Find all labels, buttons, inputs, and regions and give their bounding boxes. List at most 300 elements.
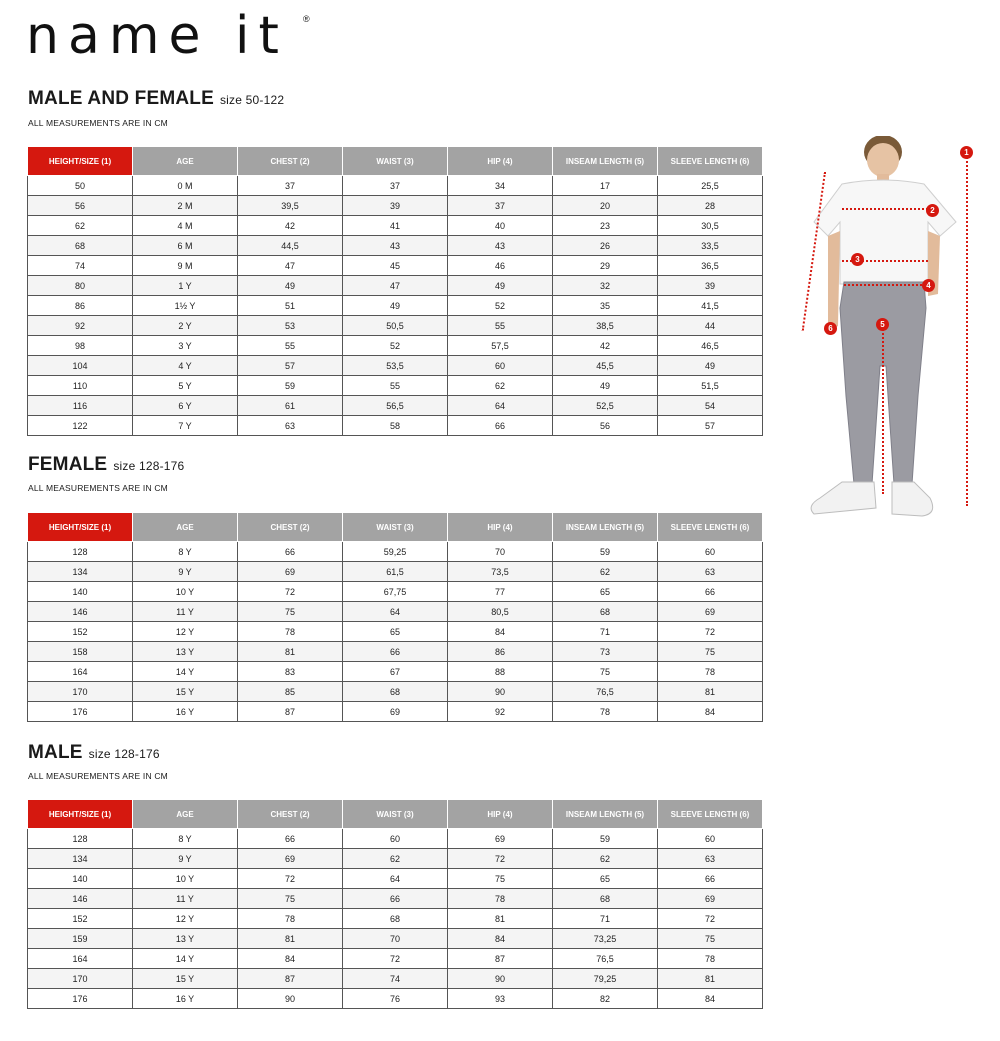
table-cell: 7 Y: [133, 416, 238, 436]
table-row: [28, 889, 763, 909]
table-cell: 56: [553, 416, 658, 436]
table-cell: 104: [28, 356, 133, 376]
table-cell: 110: [28, 376, 133, 396]
table-cell: 33,5: [658, 236, 763, 256]
table-cell: 75: [238, 889, 343, 909]
table-cell: 64: [448, 396, 553, 416]
table-row: [28, 702, 763, 722]
table-cell: 16 Y: [133, 702, 238, 722]
table-cell: 67,75: [343, 582, 448, 602]
table-cell: 68: [553, 602, 658, 622]
table-cell: 76,5: [553, 949, 658, 969]
table-cell: 69: [658, 602, 763, 622]
table-header-row: [28, 513, 763, 542]
table-cell: 146: [28, 889, 133, 909]
table-cell: 1 Y: [133, 276, 238, 296]
table-cell: 72: [238, 582, 343, 602]
table-cell: 176: [28, 702, 133, 722]
table-cell: 2 M: [133, 196, 238, 216]
table-row: [28, 869, 763, 889]
table-row: [28, 829, 763, 849]
table-cell: 116: [28, 396, 133, 416]
table-cell: 57,5: [448, 336, 553, 356]
table-cell: 140: [28, 582, 133, 602]
table-cell: 78: [553, 702, 658, 722]
section-heading: MALE AND FEMALE: [28, 88, 214, 109]
table-cell: 29: [553, 256, 658, 276]
table-cell: 152: [28, 622, 133, 642]
table-cell: 90: [448, 682, 553, 702]
table-cell: 28: [658, 196, 763, 216]
table-cell: 72: [238, 869, 343, 889]
table-cell: 41: [343, 216, 448, 236]
table-cell: 10 Y: [133, 582, 238, 602]
table-cell: 35: [553, 296, 658, 316]
table-cell: 60: [658, 829, 763, 849]
table-cell: 57: [658, 416, 763, 436]
table-row: [28, 336, 763, 356]
table-cell: 68: [28, 236, 133, 256]
table-cell: 152: [28, 909, 133, 929]
column-header: HIP (4): [448, 800, 553, 829]
measurement-note: ALL MEASUREMENTS ARE IN CM: [28, 771, 168, 781]
table-cell: 12 Y: [133, 622, 238, 642]
table-cell: 50: [28, 176, 133, 196]
table-cell: 53: [238, 316, 343, 336]
table-cell: 25,5: [658, 176, 763, 196]
marker-hip: 4: [922, 279, 935, 292]
table-cell: 36,5: [658, 256, 763, 276]
table-cell: 50,5: [343, 316, 448, 336]
table-cell: 37: [448, 196, 553, 216]
column-header: INSEAM LENGTH (5): [553, 147, 658, 176]
table-cell: 46,5: [658, 336, 763, 356]
table-cell: 128: [28, 542, 133, 562]
table-cell: 26: [553, 236, 658, 256]
table-cell: 10 Y: [133, 869, 238, 889]
table-cell: 84: [658, 702, 763, 722]
table-cell: 61,5: [343, 562, 448, 582]
table-cell: 70: [448, 542, 553, 562]
height-measure-line: [966, 154, 968, 506]
table-cell: 122: [28, 416, 133, 436]
table-cell: 63: [658, 849, 763, 869]
table-cell: 68: [553, 889, 658, 909]
measurement-note: ALL MEASUREMENTS ARE IN CM: [28, 118, 168, 128]
section-title-male-female: [28, 88, 284, 110]
table-cell: 80: [28, 276, 133, 296]
table-cell: 3 Y: [133, 336, 238, 356]
table-header-row: [28, 800, 763, 829]
table-cell: 92: [448, 702, 553, 722]
table-row: [28, 396, 763, 416]
table-cell: 15 Y: [133, 969, 238, 989]
table-row: [28, 416, 763, 436]
column-header: AGE: [133, 513, 238, 542]
table-row: [28, 909, 763, 929]
table-cell: 63: [658, 562, 763, 582]
column-header: AGE: [133, 800, 238, 829]
table-cell: 76: [343, 989, 448, 1009]
table-cell: 82: [553, 989, 658, 1009]
table-cell: 62: [28, 216, 133, 236]
table-cell: 81: [238, 642, 343, 662]
table-cell: 73,5: [448, 562, 553, 582]
table-cell: 49: [238, 276, 343, 296]
table-cell: 8 Y: [133, 829, 238, 849]
table-cell: 9 Y: [133, 562, 238, 582]
table-cell: 86: [448, 642, 553, 662]
table-cell: 56,5: [343, 396, 448, 416]
hip-measure-line: [844, 284, 926, 286]
table-cell: 73,25: [553, 929, 658, 949]
table-row: [28, 949, 763, 969]
table-row: [28, 562, 763, 582]
inseam-measure-line: [882, 326, 884, 494]
table-cell: 170: [28, 682, 133, 702]
table-cell: 80,5: [448, 602, 553, 622]
table-cell: 12 Y: [133, 909, 238, 929]
section-size-range: size 128-176: [113, 459, 185, 473]
table-row: [28, 176, 763, 196]
table-cell: 59,25: [343, 542, 448, 562]
table-cell: 90: [238, 989, 343, 1009]
table-cell: 61: [238, 396, 343, 416]
table-cell: 81: [658, 969, 763, 989]
size-table-male: [27, 799, 763, 1009]
table-cell: 17: [553, 176, 658, 196]
table-cell: 47: [343, 276, 448, 296]
table-cell: 11 Y: [133, 889, 238, 909]
table-cell: 6 Y: [133, 396, 238, 416]
column-header: HIP (4): [448, 513, 553, 542]
table-cell: 65: [553, 582, 658, 602]
table-row: [28, 642, 763, 662]
table-cell: 60: [343, 829, 448, 849]
table-cell: 67: [343, 662, 448, 682]
table-cell: 66: [658, 582, 763, 602]
column-header: SLEEVE LENGTH (6): [658, 513, 763, 542]
section-heading: MALE: [28, 742, 83, 763]
table-row: [28, 602, 763, 622]
table-row: [28, 216, 763, 236]
table-cell: 87: [238, 969, 343, 989]
table-cell: 39: [658, 276, 763, 296]
table-row: [28, 622, 763, 642]
table-cell: 71: [553, 909, 658, 929]
column-header: INSEAM LENGTH (5): [553, 800, 658, 829]
table-cell: 69: [448, 829, 553, 849]
registered-mark: ®: [303, 14, 310, 24]
table-cell: 59: [238, 376, 343, 396]
table-cell: 23: [553, 216, 658, 236]
table-cell: 77: [448, 582, 553, 602]
table-cell: 0 M: [133, 176, 238, 196]
brand-logo: name it: [26, 6, 288, 66]
table-cell: 13 Y: [133, 929, 238, 949]
table-cell: 46: [448, 256, 553, 276]
table-cell: 75: [448, 869, 553, 889]
column-header: SLEEVE LENGTH (6): [658, 800, 763, 829]
table-cell: 45: [343, 256, 448, 276]
table-cell: 64: [343, 869, 448, 889]
section-title-female: [28, 454, 184, 476]
column-header: CHEST (2): [238, 513, 343, 542]
column-header: CHEST (2): [238, 147, 343, 176]
section-heading: FEMALE: [28, 454, 108, 475]
table-cell: 9 Y: [133, 849, 238, 869]
table-cell: 2 Y: [133, 316, 238, 336]
table-cell: 164: [28, 949, 133, 969]
table-cell: 84: [448, 622, 553, 642]
table-row: [28, 356, 763, 376]
table-cell: 70: [343, 929, 448, 949]
table-cell: 72: [658, 622, 763, 642]
table-cell: 44: [658, 316, 763, 336]
table-cell: 170: [28, 969, 133, 989]
table-cell: 176: [28, 989, 133, 1009]
table-cell: 56: [28, 196, 133, 216]
table-cell: 59: [553, 829, 658, 849]
table-cell: 72: [448, 849, 553, 869]
table-cell: 11 Y: [133, 602, 238, 622]
table-cell: 69: [238, 849, 343, 869]
column-header: HEIGHT/SIZE (1): [28, 513, 133, 542]
table-cell: 134: [28, 849, 133, 869]
table-row: [28, 196, 763, 216]
table-cell: 44,5: [238, 236, 343, 256]
table-cell: 69: [343, 702, 448, 722]
marker-chest: 2: [926, 204, 939, 217]
table-cell: 40: [448, 216, 553, 236]
table-cell: 45,5: [553, 356, 658, 376]
table-cell: 14 Y: [133, 949, 238, 969]
table-cell: 65: [553, 869, 658, 889]
table-cell: 66: [448, 416, 553, 436]
table-cell: 32: [553, 276, 658, 296]
table-cell: 68: [343, 682, 448, 702]
table-cell: 78: [238, 622, 343, 642]
table-row: [28, 849, 763, 869]
table-cell: 86: [28, 296, 133, 316]
table-cell: 69: [658, 889, 763, 909]
table-cell: 42: [238, 216, 343, 236]
table-cell: 41,5: [658, 296, 763, 316]
table-cell: 47: [238, 256, 343, 276]
table-cell: 49: [553, 376, 658, 396]
table-cell: 59: [553, 542, 658, 562]
table-cell: 73: [553, 642, 658, 662]
table-cell: 57: [238, 356, 343, 376]
table-cell: 134: [28, 562, 133, 582]
column-header: SLEEVE LENGTH (6): [658, 147, 763, 176]
section-title-male: [28, 742, 160, 764]
table-cell: 1½ Y: [133, 296, 238, 316]
marker-sleeve: 6: [824, 322, 837, 335]
table-cell: 53,5: [343, 356, 448, 376]
table-row: [28, 682, 763, 702]
table-cell: 68: [343, 909, 448, 929]
table-cell: 52: [343, 336, 448, 356]
table-cell: 62: [343, 849, 448, 869]
table-cell: 49: [658, 356, 763, 376]
marker-height: 1: [960, 146, 973, 159]
column-header: WAIST (3): [343, 513, 448, 542]
table-cell: 15 Y: [133, 682, 238, 702]
table-cell: 66: [343, 889, 448, 909]
table-cell: 72: [658, 909, 763, 929]
table-cell: 74: [343, 969, 448, 989]
table-cell: 83: [238, 662, 343, 682]
table-cell: 55: [343, 376, 448, 396]
column-header: HEIGHT/SIZE (1): [28, 800, 133, 829]
table-cell: 78: [658, 949, 763, 969]
table-cell: 6 M: [133, 236, 238, 256]
table-cell: 8 Y: [133, 542, 238, 562]
table-cell: 16 Y: [133, 989, 238, 1009]
table-cell: 55: [448, 316, 553, 336]
table-cell: 98: [28, 336, 133, 356]
table-cell: 58: [343, 416, 448, 436]
table-row: [28, 989, 763, 1009]
table-row: [28, 256, 763, 276]
table-cell: 43: [448, 236, 553, 256]
table-cell: 90: [448, 969, 553, 989]
table-cell: 85: [238, 682, 343, 702]
column-header: HIP (4): [448, 147, 553, 176]
column-header: AGE: [133, 147, 238, 176]
table-cell: 52: [448, 296, 553, 316]
table-cell: 84: [448, 929, 553, 949]
marker-waist: 3: [851, 253, 864, 266]
table-cell: 37: [343, 176, 448, 196]
table-cell: 81: [448, 909, 553, 929]
section-size-range: size 50-122: [219, 93, 285, 107]
table-cell: 49: [343, 296, 448, 316]
table-cell: 76,5: [553, 682, 658, 702]
table-cell: 92: [28, 316, 133, 336]
table-cell: 51,5: [658, 376, 763, 396]
table-cell: 51: [238, 296, 343, 316]
table-cell: 62: [448, 376, 553, 396]
table-row: [28, 969, 763, 989]
column-header: WAIST (3): [343, 800, 448, 829]
table-cell: 66: [658, 869, 763, 889]
table-cell: 4 M: [133, 216, 238, 236]
table-cell: 14 Y: [133, 662, 238, 682]
table-cell: 78: [238, 909, 343, 929]
table-cell: 20: [553, 196, 658, 216]
table-cell: 64: [343, 602, 448, 622]
table-cell: 81: [238, 929, 343, 949]
column-header: HEIGHT/SIZE (1): [28, 147, 133, 176]
table-row: [28, 662, 763, 682]
table-cell: 9 M: [133, 256, 238, 276]
table-cell: 39,5: [238, 196, 343, 216]
table-cell: 75: [658, 642, 763, 662]
table-cell: 37: [238, 176, 343, 196]
table-cell: 52,5: [553, 396, 658, 416]
table-cell: 71: [553, 622, 658, 642]
table-cell: 65: [343, 622, 448, 642]
table-cell: 72: [343, 949, 448, 969]
table-cell: 74: [28, 256, 133, 276]
size-table-female: [27, 512, 763, 722]
size-table-male-female: [27, 146, 763, 436]
table-cell: 55: [238, 336, 343, 356]
table-cell: 54: [658, 396, 763, 416]
table-cell: 4 Y: [133, 356, 238, 376]
table-cell: 87: [238, 702, 343, 722]
table-cell: 60: [448, 356, 553, 376]
table-cell: 62: [553, 849, 658, 869]
table-cell: 42: [553, 336, 658, 356]
table-cell: 88: [448, 662, 553, 682]
table-cell: 84: [238, 949, 343, 969]
section-size-range: size 128-176: [88, 747, 160, 761]
table-cell: 81: [658, 682, 763, 702]
table-cell: 38,5: [553, 316, 658, 336]
table-cell: 69: [238, 562, 343, 582]
table-cell: 128: [28, 829, 133, 849]
table-cell: 34: [448, 176, 553, 196]
table-cell: 66: [343, 642, 448, 662]
table-cell: 87: [448, 949, 553, 969]
table-cell: 146: [28, 602, 133, 622]
table-cell: 62: [553, 562, 658, 582]
table-row: [28, 296, 763, 316]
column-header: CHEST (2): [238, 800, 343, 829]
table-cell: 49: [448, 276, 553, 296]
table-cell: 66: [238, 542, 343, 562]
table-cell: 164: [28, 662, 133, 682]
table-cell: 78: [658, 662, 763, 682]
table-cell: 84: [658, 989, 763, 1009]
column-header: INSEAM LENGTH (5): [553, 513, 658, 542]
marker-inseam: 5: [876, 318, 889, 331]
table-cell: 60: [658, 542, 763, 562]
table-row: [28, 542, 763, 562]
table-cell: 63: [238, 416, 343, 436]
table-cell: 93: [448, 989, 553, 1009]
measurement-figure: [780, 136, 985, 528]
table-cell: 39: [343, 196, 448, 216]
table-cell: 75: [553, 662, 658, 682]
table-header-row: [28, 147, 763, 176]
table-cell: 75: [238, 602, 343, 622]
table-cell: 159: [28, 929, 133, 949]
table-row: [28, 316, 763, 336]
table-cell: 158: [28, 642, 133, 662]
measurement-note: ALL MEASUREMENTS ARE IN CM: [28, 483, 168, 493]
table-cell: 78: [448, 889, 553, 909]
table-row: [28, 929, 763, 949]
table-cell: 66: [238, 829, 343, 849]
table-cell: 13 Y: [133, 642, 238, 662]
chest-measure-line: [842, 208, 928, 210]
table-row: [28, 582, 763, 602]
table-cell: 5 Y: [133, 376, 238, 396]
table-row: [28, 276, 763, 296]
table-cell: 43: [343, 236, 448, 256]
column-header: WAIST (3): [343, 147, 448, 176]
table-cell: 75: [658, 929, 763, 949]
table-cell: 30,5: [658, 216, 763, 236]
table-cell: 140: [28, 869, 133, 889]
table-row: [28, 236, 763, 256]
table-cell: 79,25: [553, 969, 658, 989]
table-row: [28, 376, 763, 396]
